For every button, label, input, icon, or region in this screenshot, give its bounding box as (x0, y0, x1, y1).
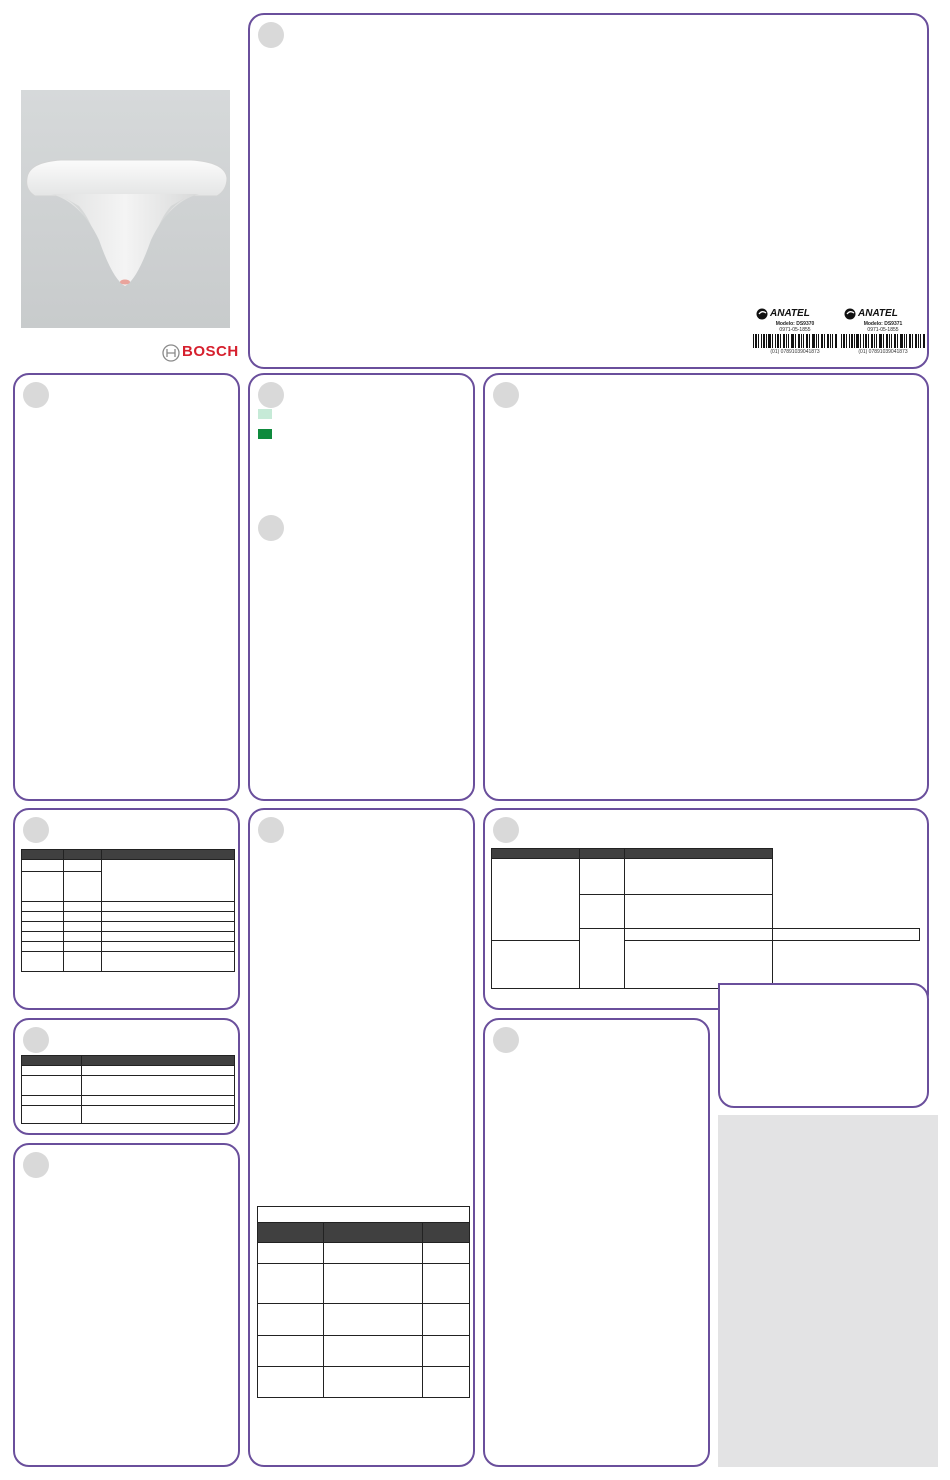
barcode-number: (01) 07891039041873 (858, 349, 908, 355)
step-bubble (23, 382, 49, 408)
step-bubble (23, 1027, 49, 1053)
legend-swatch-light-green (258, 409, 272, 419)
brand-logo (162, 341, 238, 365)
step-bubble (493, 382, 519, 408)
step-bubble (493, 817, 519, 843)
step-bubble (23, 1152, 49, 1178)
step-bubble (258, 22, 284, 48)
barcode-icon (840, 334, 926, 348)
panel-step (483, 1018, 710, 1467)
panel-step (248, 373, 475, 801)
legend-swatch-dark-green (258, 429, 272, 439)
barcode-icon (752, 334, 838, 348)
anatel-logo-text: ANATEL (770, 308, 810, 319)
panel-table (483, 808, 929, 1010)
step-bubble (23, 817, 49, 843)
bosch-armature-icon (162, 344, 180, 362)
anatel-model: Modelo: DS9370 (775, 321, 815, 327)
panel-step (13, 1143, 240, 1467)
anatel-model: Modelo: DS9371 (863, 321, 903, 327)
panel-table (13, 808, 240, 1010)
step-bubble (258, 515, 284, 541)
anatel-code: 0971-05-1855 (867, 327, 899, 333)
anatel-code: 0971-05-1855 (779, 327, 811, 333)
anatel-logo-icon (756, 308, 769, 320)
blank-side-block (718, 1115, 938, 1467)
anatel-logo-text: ANATEL (858, 308, 898, 319)
anatel-label (840, 306, 926, 358)
step-bubble (258, 817, 284, 843)
mounting-table (257, 1206, 470, 1398)
option-table (21, 1055, 235, 1124)
anatel-logo-icon (844, 308, 857, 320)
panel-note (718, 983, 929, 1108)
panel-step (13, 373, 240, 801)
brand-name: BOSCH (182, 343, 239, 360)
panel-step (248, 808, 475, 1467)
panel-table (13, 1018, 240, 1135)
settings-table (491, 848, 920, 989)
anatel-label (752, 306, 838, 358)
product-photo (21, 90, 230, 328)
step-bubble (258, 382, 284, 408)
panel-step (483, 373, 929, 801)
barcode-number: (01) 07891039041873 (770, 349, 820, 355)
ceiling-motion-detector-icon (21, 90, 230, 328)
step-bubble (493, 1027, 519, 1053)
spec-table (21, 849, 235, 972)
